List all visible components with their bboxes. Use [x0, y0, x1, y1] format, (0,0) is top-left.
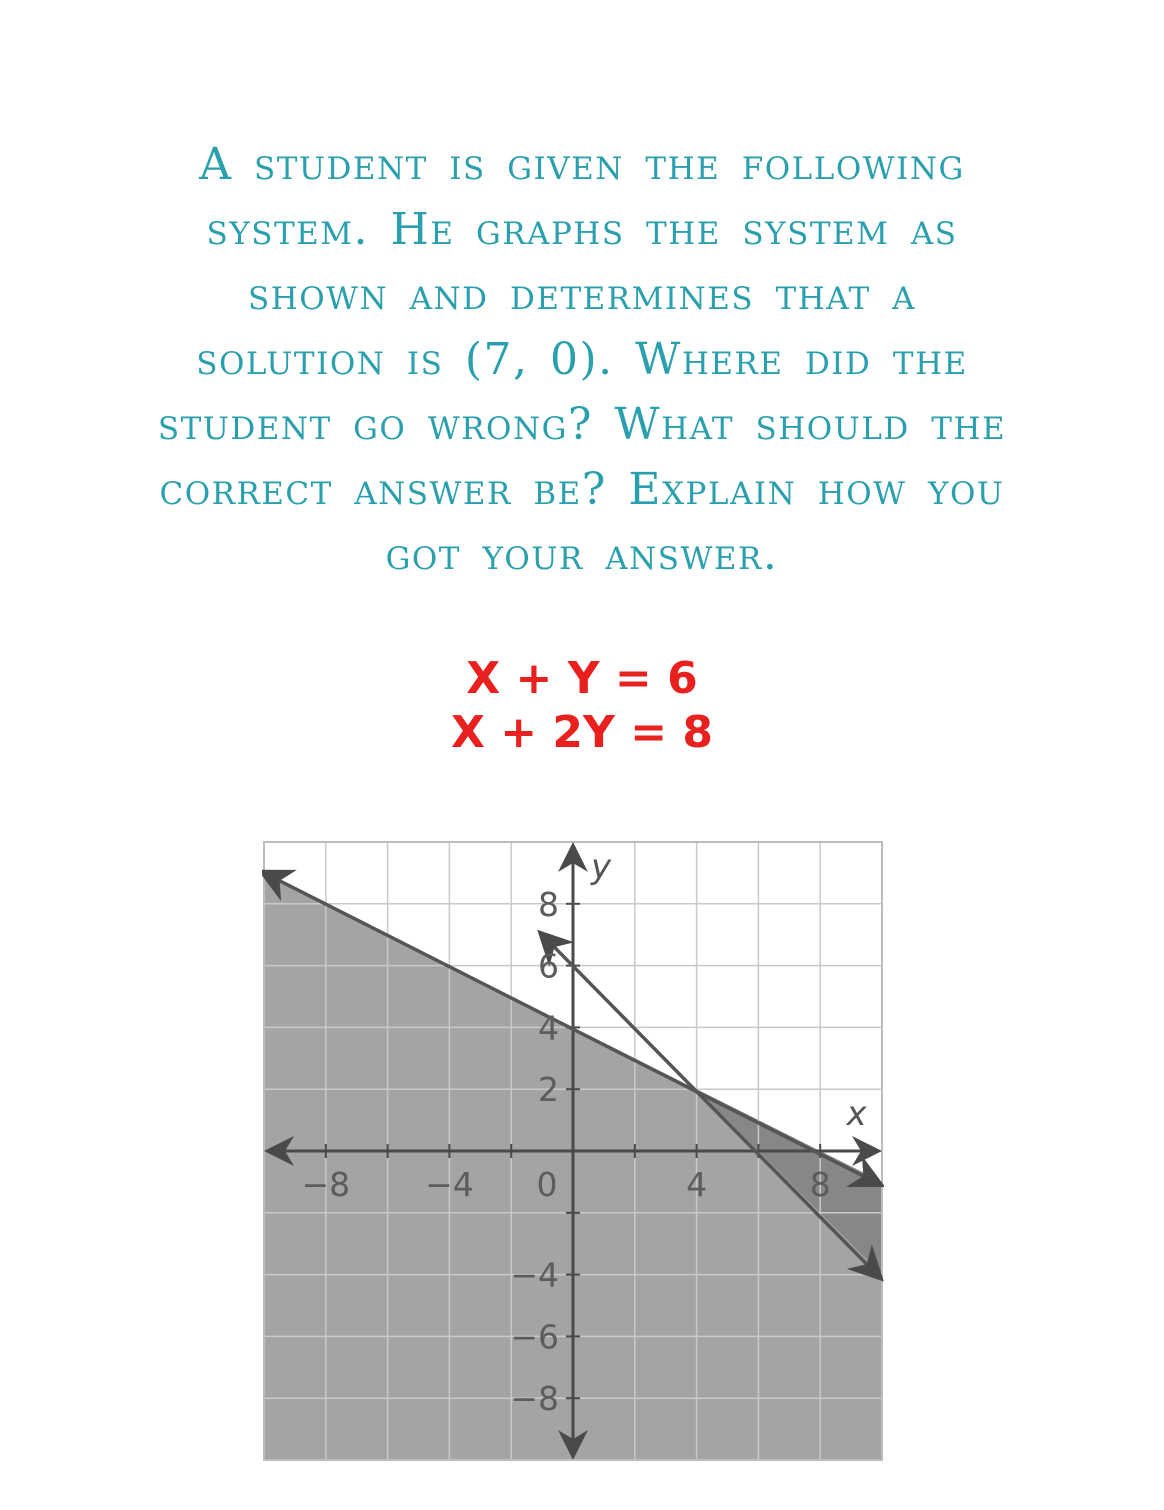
question-line: A student is given the following: [199, 139, 965, 190]
question-line: shown and determines that a: [247, 269, 917, 320]
x-tick-label: 8: [809, 1165, 831, 1204]
question-text: [0, 132, 1164, 587]
y-tick-label: 6: [538, 946, 559, 986]
x-tick-label: 0: [536, 1165, 558, 1204]
equation-2: X + 2Y = 8: [450, 707, 714, 758]
y-tick-label: −4: [510, 1255, 559, 1295]
x-axis-label: x: [846, 1094, 867, 1134]
x-tick-label: −8: [301, 1165, 351, 1204]
question-line: student go wrong? What should the: [157, 399, 1007, 450]
y-tick-label: −8: [510, 1379, 559, 1419]
equation-system: [0, 652, 1164, 760]
inequality-graph: [262, 840, 884, 1462]
y-axis-label: y: [590, 847, 612, 887]
y-tick-label: 8: [538, 884, 559, 924]
question-line: got your answer.: [385, 529, 779, 580]
question-line: system. He graphs the system as: [206, 204, 958, 255]
y-tick-label: −6: [510, 1317, 559, 1357]
y-tick-label: 4: [538, 1008, 559, 1048]
question-line: correct answer be? Explain how you: [159, 464, 1005, 515]
x-tick-label: 4: [686, 1165, 708, 1204]
question-line: solution is (7, 0). Where did the: [196, 334, 968, 385]
graph-canvas: [262, 840, 884, 1462]
equation-1: X + Y = 6: [466, 653, 698, 704]
y-tick-label: 2: [538, 1070, 559, 1110]
x-tick-label: −4: [425, 1165, 474, 1204]
